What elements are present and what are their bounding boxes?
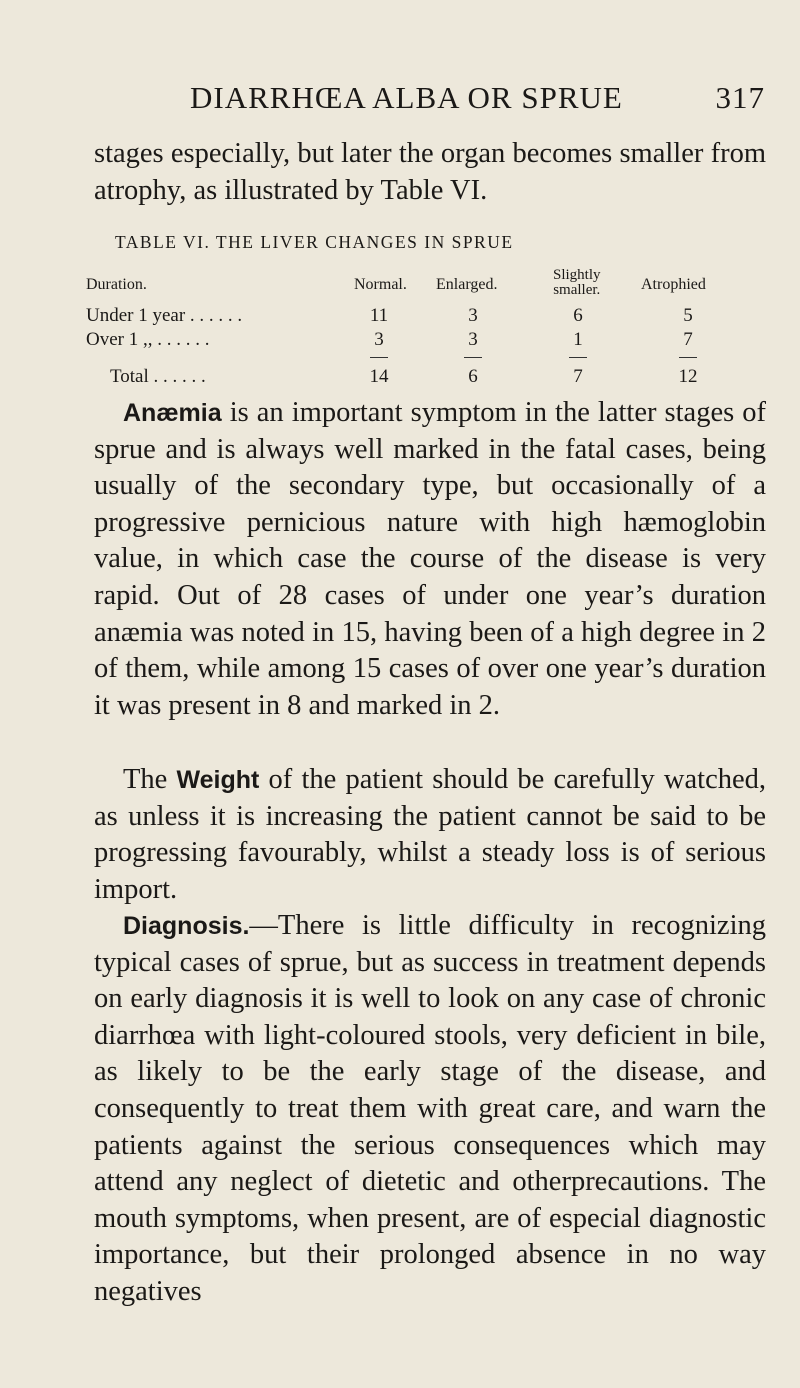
row-label: Under 1 year . . . . . . [86, 305, 243, 326]
total-value: 6 [468, 366, 478, 387]
anaemia-heading: Anæmia [123, 399, 222, 427]
table-title: TABLE VI. THE LIVER CHANGES IN SPRUE [115, 232, 514, 252]
cell-value: 11 [369, 305, 389, 326]
running-head [190, 80, 765, 116]
header-slightly-line1: Slightly [553, 267, 601, 283]
diagnosis-paragraph [94, 908, 766, 1311]
page-number: 317 [715, 80, 765, 115]
anaemia-paragraph [94, 395, 766, 724]
header-slightly-line2: smaller. [553, 282, 601, 298]
diagnosis-text: —There is little difficulty in recognizing typical cases of sprue, but as success in treatment depends on early diagnosis it is well to look on any case of chronic diarrhœa with light-coloured stools, very deficient in bile, as likely to be the early stage of the disease, and consequently to treat them with great care, and warn the patients against the serious consequences which may attend any neglect of dietetic and otherprecautions. The mouth symptoms, when present, are of especial diagnostic importance, but their prolonged absence in no way negatives [94, 910, 766, 1307]
diagnosis-heading: Diagnosis. [123, 912, 250, 940]
weight-text: of the patient should be carefully watched, as unless it is increasing the patient cannot be said to be progressing favourably, whilst a steady loss is of serious import. [94, 764, 766, 905]
header-slightly-smaller [553, 268, 601, 298]
total-value: 7 [573, 366, 583, 387]
header-duration: Duration. [86, 276, 147, 293]
cell-value: 1 [573, 329, 583, 350]
header-normal: Normal. [354, 276, 407, 293]
sum-rule [679, 357, 697, 358]
weight-paragraph [94, 762, 766, 908]
cell-value: 3 [468, 305, 478, 326]
total-value: 14 [369, 366, 389, 387]
header-atrophied: Atrophied [641, 276, 706, 293]
cell-value: 6 [573, 305, 583, 326]
sum-rule [569, 357, 587, 358]
sum-rule [464, 357, 482, 358]
running-head-title: DIARRHŒA ALBA OR SPRUE [190, 80, 623, 115]
weight-before: The [123, 764, 177, 795]
intro-paragraph: stages especially, but later the organ becomes smaller from atrophy, as illustrated by Table VI. [94, 138, 766, 206]
header-enlarged: Enlarged. [436, 276, 498, 293]
total-label: Total . . . . . . [110, 366, 206, 387]
total-value: 12 [678, 366, 698, 387]
sum-rule [370, 357, 388, 358]
cell-value: 3 [468, 329, 478, 350]
row-label: Over 1 ,, . . . . . . [86, 329, 210, 350]
cell-value: 3 [374, 329, 384, 350]
cell-value: 7 [683, 329, 693, 350]
weight-heading: Weight [176, 766, 260, 794]
anaemia-text: is an important symptom in the latter stages of sprue and is always well marked in the fatal cases, being usually of the secondary type, but occasionally of a progressive pernicious nature with high hæmoglobin value, in which case the course of the disease is very rapid. Out of 28 cases of under one year’s duration anæmia was noted in 15, having been of a high degree in 2 of them, while among 15 cases of over one year’s duration it was present in 8 and marked in 2. [94, 397, 766, 721]
cell-value: 5 [683, 305, 693, 326]
